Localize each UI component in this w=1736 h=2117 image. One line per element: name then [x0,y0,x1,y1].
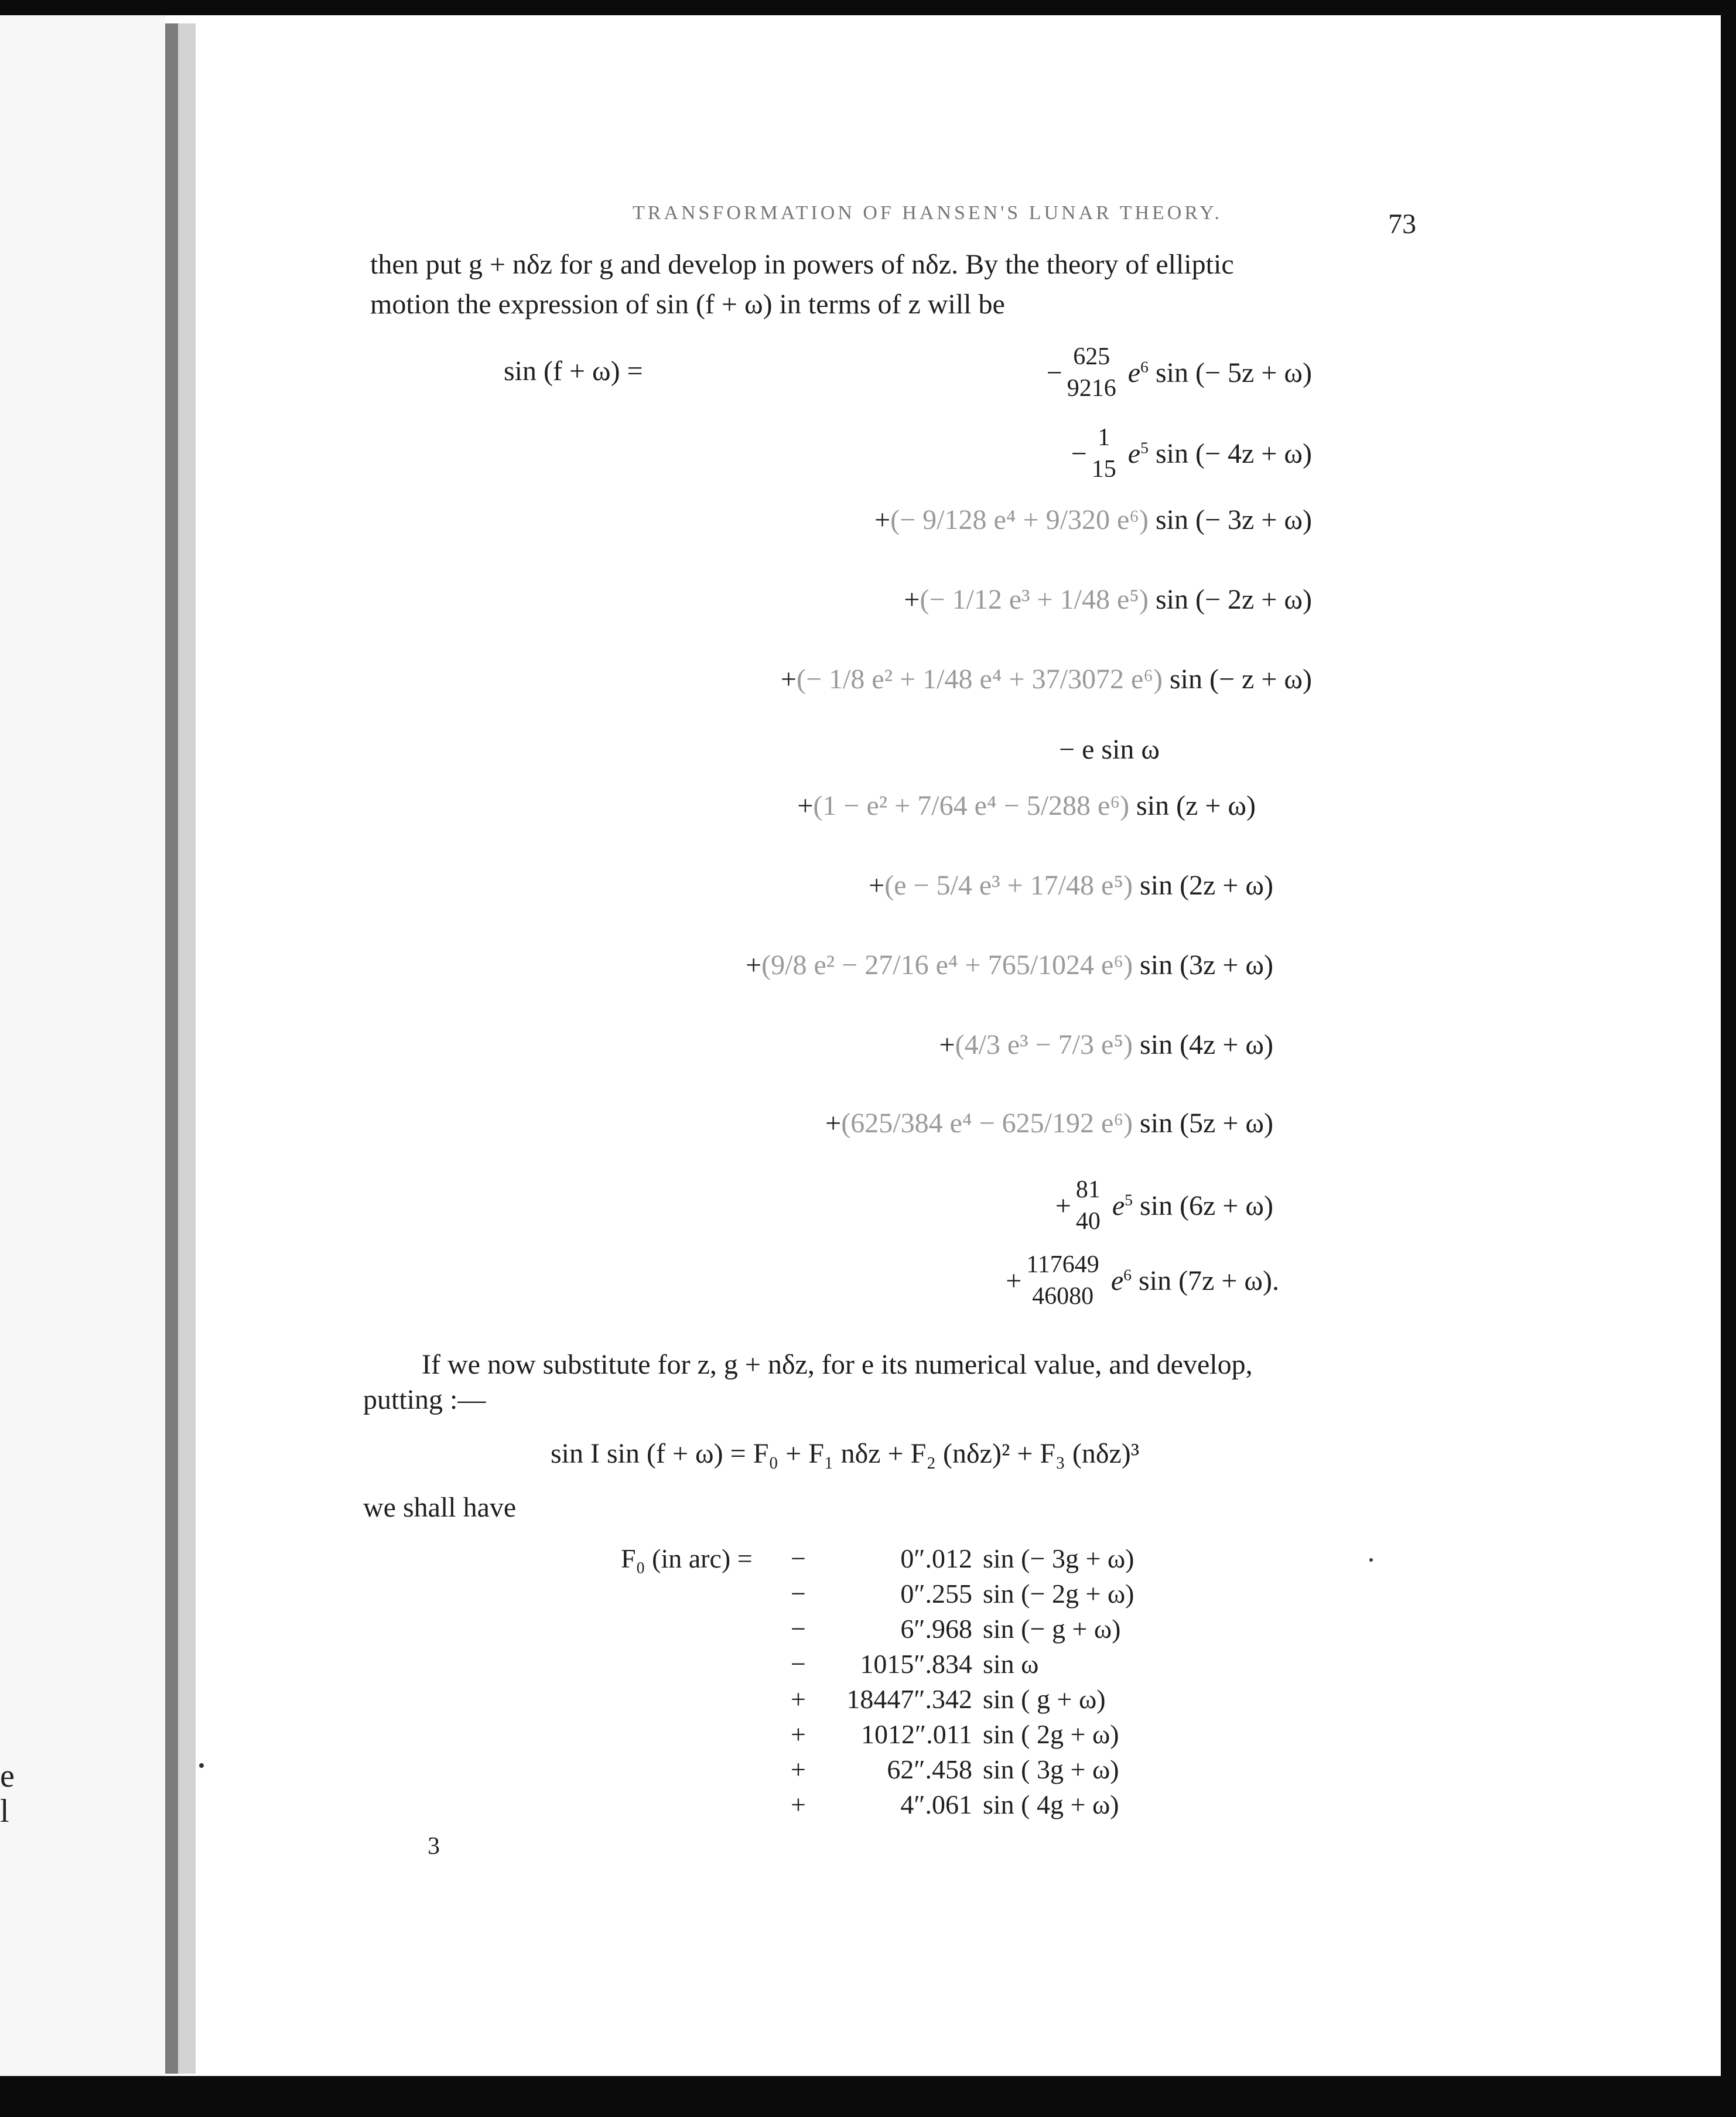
f0-value: 0″.255 [900,1579,972,1609]
signature-mark: 3 [428,1833,440,1860]
scan-border-top [0,0,1736,15]
fraction: 1 15 [1091,424,1116,483]
expansion-term: − 625 9216 $e^6$ sin (− 5z + ω) [1046,343,1312,402]
prev-page-glyph: l [0,1793,9,1829]
f0-value: 6″.968 [900,1614,972,1644]
f0-argument: sin (− g + ω) [983,1614,1121,1644]
expansion-term: − e sin ω [1059,734,1160,765]
expansion-term: + (− 1/12 e³ + 1/48 e⁵) sin (− 2z + ω) [904,584,1312,615]
term-argument: sin (4z + ω) [1140,1029,1273,1060]
prev-page-glyph: e [0,1758,15,1794]
f0-lhs: F₀ (in arc) = [621,1544,753,1573]
term-sign: − [1046,357,1062,388]
term-coefficient: (4/3 e³ − 7/3 e⁵) [955,1029,1133,1060]
term-coefficient: (1 − e² + 7/64 e⁴ − 5/288 e⁶) [813,790,1130,821]
f0-sign: − [791,1579,806,1609]
scan-speck [199,1763,204,1768]
expansion-term: + (− 1/8 e² + 1/48 e⁴ + 37/3072 e⁶) sin (− z + ω) [780,664,1312,695]
expansion-term: + (9/8 e² − 27/16 e⁴ + 765/1024 e⁶) sin (3z + ω) [746,950,1273,981]
term-argument: sin (z + ω) [1136,790,1256,821]
we-shall-have: we shall have [363,1492,517,1523]
intro-line-2: motion the expression of sin (f + ω) in terms of z will be [370,289,1005,320]
scan-border-right [1721,0,1736,2117]
expansion-term: + 117649 46080 $e^6$ sin (7z + ω). [1006,1251,1279,1310]
f0-sign: + [791,1790,806,1819]
f0-value: 1015″.834 [860,1649,972,1679]
term-coefficient: (− 1/12 e³ + 1/48 e⁵) [920,584,1149,615]
term-argument: sin (7z + ω). [1139,1265,1279,1296]
expansion-term: + (625/384 e⁴ − 625/192 e⁶) sin (5z + ω) [825,1108,1273,1139]
f0-sign: − [791,1544,806,1573]
expansion-term: − 1 15 $e^5$ sin (− 4z + ω) [1071,424,1312,483]
intro-line-1: then put g + nδz for g and develop in powers of nδz. By the theory of elliptic [370,249,1234,280]
f0-value: 4″.061 [900,1790,972,1819]
expansion-lhs: sin (f + ω) = [504,356,643,387]
term-coefficient: (e − 5/4 e³ + 17/48 e⁵) [884,870,1133,901]
scan-speck [1369,1558,1373,1562]
f0-argument: sin (− 3g + ω) [983,1544,1134,1573]
f0-argument: sin ω [983,1649,1039,1679]
running-title: TRANSFORMATION OF HANSEN'S LUNAR THEORY. [633,202,1222,224]
term-sign: − [1071,438,1087,469]
f0-sign: + [791,1754,806,1784]
term-argument: sin (2z + ω) [1140,870,1273,901]
book-gutter [178,23,196,2074]
term-argument: sin (− 2z + ω) [1155,584,1312,615]
f0-argument: sin (− 2g + ω) [983,1579,1134,1609]
f0-value: 62″.458 [887,1754,972,1784]
term-coefficient: (− 9/128 e⁴ + 9/320 e⁶) [890,504,1149,535]
f0-argument: sin ( 2g + ω) [983,1719,1119,1749]
term-argument: sin (− 5z + ω) [1155,357,1312,388]
term-argument: sin (− z + ω) [1169,664,1312,695]
f0-argument: sin ( 4g + ω) [983,1790,1119,1819]
fraction: 117649 46080 [1026,1251,1099,1310]
expansion-term: + (4/3 e³ − 7/3 e⁵) sin (4z + ω) [939,1029,1273,1060]
page-number: 73 [1388,209,1416,240]
f0-sign: − [791,1614,806,1644]
expansion-term: + (1 − e² + 7/64 e⁴ − 5/288 e⁶) sin (z + ω) [797,790,1256,821]
term-argument: sin (− 4z + ω) [1155,438,1312,469]
f0-argument: sin ( 3g + ω) [983,1754,1119,1784]
f0-argument: sin ( g + ω) [983,1684,1106,1714]
scan-border-bottom [0,2076,1736,2117]
paragraph-line-2: putting :— [363,1384,486,1415]
expansion-term: + (e − 5/4 e³ + 17/48 e⁵) sin (2z + ω) [869,870,1273,901]
f0-sign: + [791,1719,806,1749]
term-argument: sin (5z + ω) [1140,1108,1273,1139]
fraction: 625 9216 [1067,343,1116,402]
f0-sign: + [791,1684,806,1714]
expansion-term: + (− 9/128 e⁴ + 9/320 e⁶) sin (− 3z + ω) [874,504,1312,535]
f0-sign: − [791,1649,806,1679]
f0-value: 18447″.342 [846,1684,972,1714]
term-argument: sin (− 3z + ω) [1155,504,1312,535]
equation-F-series: sin I sin (f + ω) = F₀ + F₁ nδz + F₂ (nδz)² + F₃ (nδz)³ [551,1438,1140,1469]
term-argument: sin (3z + ω) [1140,950,1273,981]
book-spine-shadow [165,23,178,2074]
fraction: 81 40 [1075,1176,1101,1235]
expansion-term: + 81 40 $e^5$ sin (6z + ω) [1055,1176,1273,1235]
f0-value: 1012″.011 [861,1719,972,1749]
term-coefficient: (9/8 e² − 27/16 e⁴ + 765/1024 e⁶) [761,950,1133,981]
f0-value: 0″.012 [900,1544,972,1573]
term-coefficient: (625/384 e⁴ − 625/192 e⁶) [841,1108,1133,1139]
term-coefficient: e sin ω [1082,734,1160,765]
paragraph-line-1: If we now substitute for z, g + nδz, for e its numerical value, and develop, [422,1349,1253,1380]
term-coefficient: (− 1/8 e² + 1/48 e⁴ + 37/3072 e⁶) [797,664,1163,695]
previous-page-edge [0,15,165,2076]
term-argument: sin (6z + ω) [1140,1190,1273,1221]
